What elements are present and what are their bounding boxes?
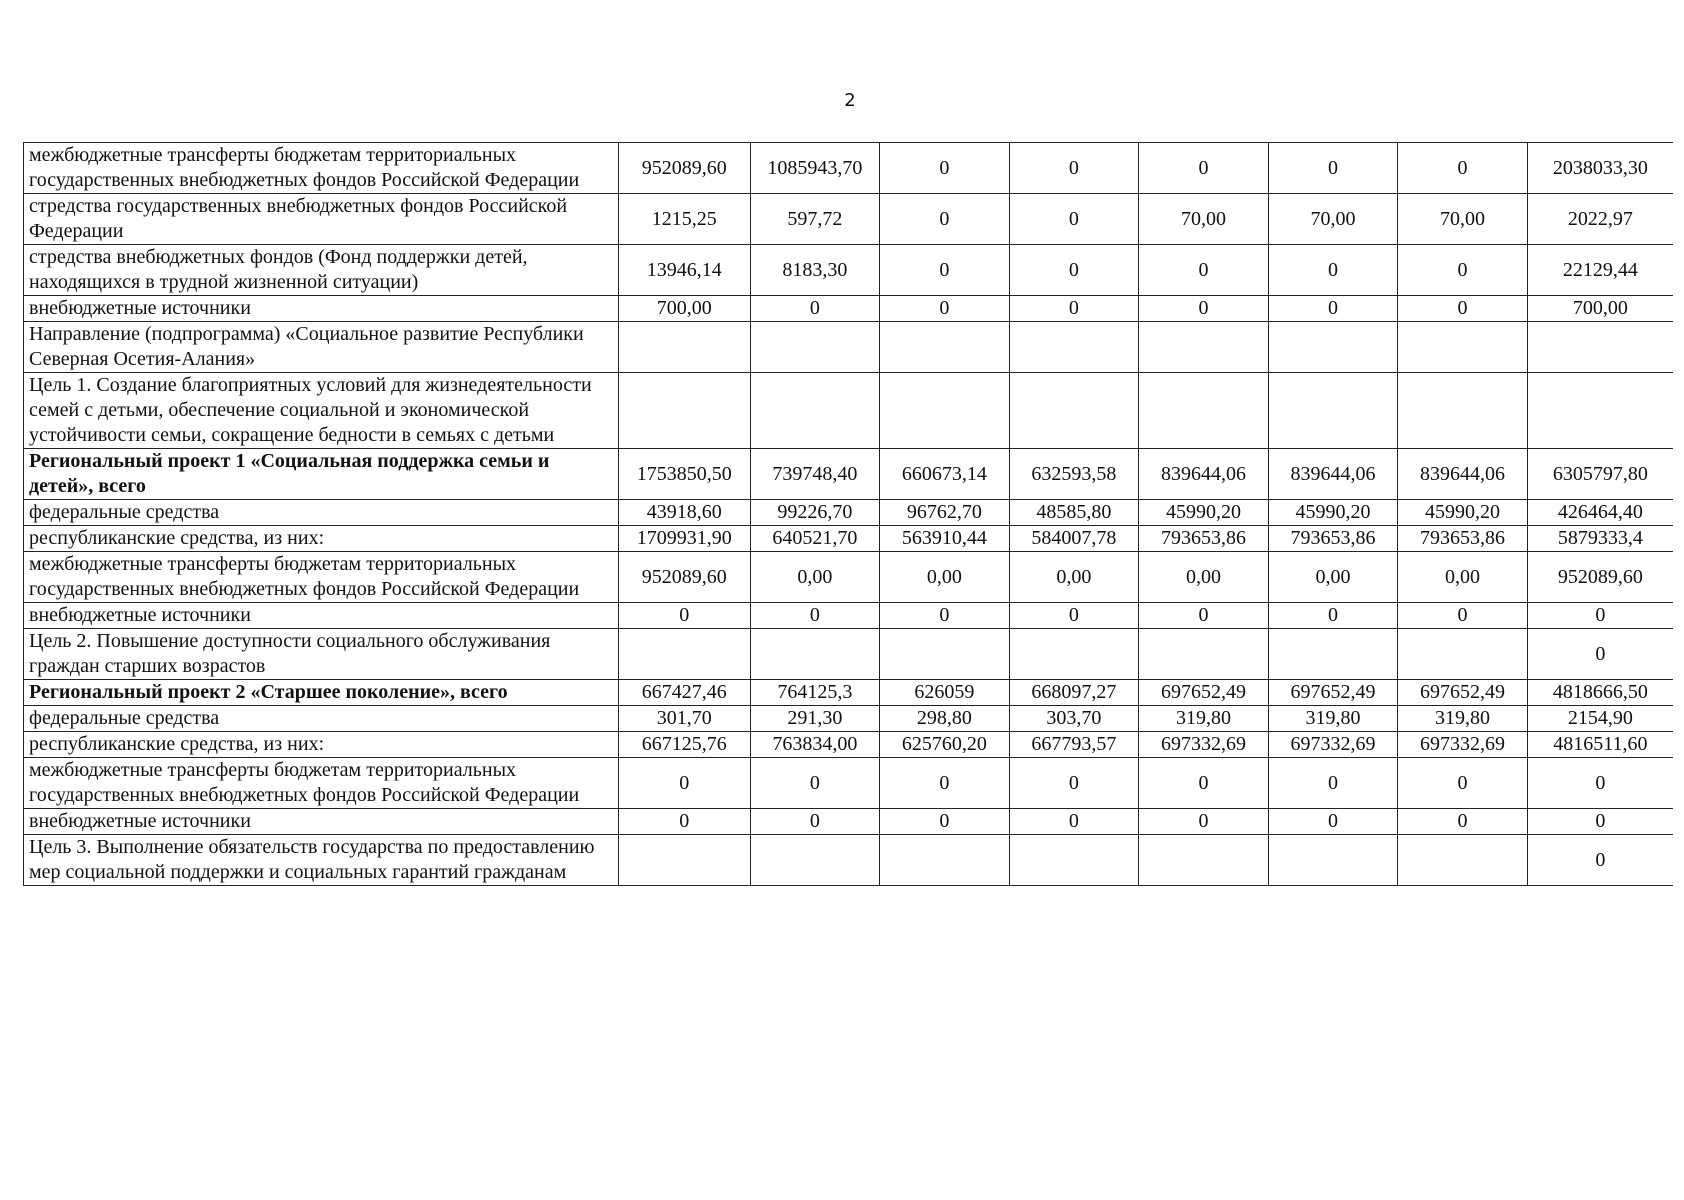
value-cell: 45990,20 xyxy=(1268,500,1398,526)
value-cell: 640521,70 xyxy=(750,526,880,552)
value-cell: 0 xyxy=(1527,809,1673,835)
value-cell xyxy=(619,835,751,886)
value-cell: 99226,70 xyxy=(750,500,880,526)
value-cell xyxy=(750,373,880,449)
value-cell: 0 xyxy=(1009,245,1139,296)
value-cell: 739748,40 xyxy=(750,449,880,500)
value-cell: 0,00 xyxy=(1009,552,1139,603)
value-cell: 793653,86 xyxy=(1398,526,1528,552)
value-cell: 839644,06 xyxy=(1398,449,1528,500)
value-cell: 0 xyxy=(1009,194,1139,245)
table-row xyxy=(24,732,1674,758)
value-cell: 0 xyxy=(1398,296,1528,322)
value-cell: 0,00 xyxy=(1398,552,1528,603)
value-cell: 697332,69 xyxy=(1398,732,1528,758)
value-cell: 839644,06 xyxy=(1139,449,1269,500)
table-row xyxy=(24,449,1674,500)
value-cell: 70,00 xyxy=(1268,194,1398,245)
row-label: межбюджетные трансферты бюджетам территориальных государственных внебюджетных фондов Российской Федерации xyxy=(24,758,619,809)
row-label: республиканские средства, из них: xyxy=(24,732,619,758)
value-cell: 0 xyxy=(750,758,880,809)
table-row xyxy=(24,322,1674,373)
value-cell xyxy=(1398,835,1528,886)
value-cell: 0 xyxy=(1139,296,1269,322)
value-cell: 563910,44 xyxy=(880,526,1010,552)
table-row xyxy=(24,809,1674,835)
value-cell: 4818666,50 xyxy=(1527,680,1673,706)
value-cell xyxy=(1268,835,1398,886)
value-cell: 697332,69 xyxy=(1268,732,1398,758)
table-row xyxy=(24,835,1674,886)
budget-table-body xyxy=(24,143,1674,886)
value-cell: 2038033,30 xyxy=(1527,143,1673,194)
value-cell: 303,70 xyxy=(1009,706,1139,732)
value-cell xyxy=(750,629,880,680)
value-cell: 426464,40 xyxy=(1527,500,1673,526)
row-label: межбюджетные трансферты бюджетам территориальных государственных внебюджетных фондов Российской Федерации xyxy=(24,552,619,603)
value-cell: 667125,76 xyxy=(619,732,751,758)
table-row xyxy=(24,296,1674,322)
table-row xyxy=(24,143,1674,194)
value-cell: 0 xyxy=(880,603,1010,629)
value-cell xyxy=(1268,629,1398,680)
value-cell: 70,00 xyxy=(1139,194,1269,245)
value-cell: 0 xyxy=(619,603,751,629)
value-cell xyxy=(1398,322,1528,373)
value-cell: 2022,97 xyxy=(1527,194,1673,245)
value-cell: 1215,25 xyxy=(619,194,751,245)
value-cell: 0,00 xyxy=(1268,552,1398,603)
value-cell: 697652,49 xyxy=(1398,680,1528,706)
value-cell: 13946,14 xyxy=(619,245,751,296)
value-cell: 0 xyxy=(1139,143,1269,194)
row-label: внебюджетные источники xyxy=(24,296,619,322)
row-label: Направление (подпрограмма) «Социальное развитие Республики Северная Осетия-Алания» xyxy=(24,322,619,373)
value-cell: 301,70 xyxy=(619,706,751,732)
value-cell: 319,80 xyxy=(1139,706,1269,732)
row-label: федеральные средства xyxy=(24,706,619,732)
value-cell xyxy=(619,629,751,680)
value-cell: 298,80 xyxy=(880,706,1010,732)
row-label: стредства государственных внебюджетных фондов Российской Федерации xyxy=(24,194,619,245)
value-cell: 0 xyxy=(880,194,1010,245)
value-cell: 0 xyxy=(880,758,1010,809)
value-cell: 0 xyxy=(1268,603,1398,629)
value-cell xyxy=(1139,373,1269,449)
value-cell xyxy=(1398,629,1528,680)
value-cell: 0 xyxy=(1398,758,1528,809)
value-cell xyxy=(619,373,751,449)
row-label: межбюджетные трансферты бюджетам территориальных государственных внебюджетных фондов Российской Федерации xyxy=(24,143,619,194)
value-cell: 1085943,70 xyxy=(750,143,880,194)
value-cell: 0 xyxy=(1527,835,1673,886)
value-cell: 625760,20 xyxy=(880,732,1010,758)
value-cell: 0 xyxy=(750,603,880,629)
row-label: Цель 1. Создание благоприятных условий для жизнедеятельности семей с детьми, обеспечение социальной и экономической устойчивости семьи, сокращение бедности в семьях с детьми xyxy=(24,373,619,449)
value-cell: 0 xyxy=(880,809,1010,835)
value-cell: 0 xyxy=(619,809,751,835)
value-cell: 0,00 xyxy=(880,552,1010,603)
value-cell: 43918,60 xyxy=(619,500,751,526)
value-cell: 0 xyxy=(1268,143,1398,194)
value-cell: 952089,60 xyxy=(619,143,751,194)
value-cell: 0 xyxy=(1398,245,1528,296)
table-row xyxy=(24,245,1674,296)
value-cell: 96762,70 xyxy=(880,500,1010,526)
row-label: внебюджетные источники xyxy=(24,603,619,629)
value-cell: 0 xyxy=(880,143,1010,194)
table-row xyxy=(24,552,1674,603)
table-row xyxy=(24,629,1674,680)
value-cell xyxy=(619,322,751,373)
value-cell: 0 xyxy=(1268,758,1398,809)
table-row xyxy=(24,758,1674,809)
value-cell: 22129,44 xyxy=(1527,245,1673,296)
value-cell: 70,00 xyxy=(1398,194,1528,245)
value-cell: 319,80 xyxy=(1398,706,1528,732)
value-cell: 0,00 xyxy=(750,552,880,603)
value-cell: 626059 xyxy=(880,680,1010,706)
value-cell: 697652,49 xyxy=(1268,680,1398,706)
row-label: республиканские средства, из них: xyxy=(24,526,619,552)
value-cell: 632593,58 xyxy=(1009,449,1139,500)
value-cell: 0 xyxy=(1398,143,1528,194)
value-cell: 597,72 xyxy=(750,194,880,245)
row-label: Цель 3. Выполнение обязательств государства по предоставлению мер социальной поддержки и социальных гарантий гражданам xyxy=(24,835,619,886)
value-cell: 291,30 xyxy=(750,706,880,732)
value-cell xyxy=(1009,835,1139,886)
value-cell xyxy=(880,373,1010,449)
page-number: 2 xyxy=(844,90,856,111)
value-cell: 697332,69 xyxy=(1139,732,1269,758)
value-cell xyxy=(1268,322,1398,373)
row-label: Региональный проект 1 «Социальная поддержка семьи и детей», всего xyxy=(24,449,619,500)
value-cell: 0 xyxy=(880,296,1010,322)
value-cell: 45990,20 xyxy=(1398,500,1528,526)
value-cell: 700,00 xyxy=(619,296,751,322)
value-cell: 660673,14 xyxy=(880,449,1010,500)
value-cell: 0 xyxy=(1009,296,1139,322)
value-cell: 793653,86 xyxy=(1139,526,1269,552)
budget-table xyxy=(23,142,1673,886)
value-cell: 0 xyxy=(1527,758,1673,809)
value-cell: 764125,3 xyxy=(750,680,880,706)
table-row xyxy=(24,680,1674,706)
value-cell: 4816511,60 xyxy=(1527,732,1673,758)
row-label: Региональный проект 2 «Старшее поколение», всего xyxy=(24,680,619,706)
value-cell: 0 xyxy=(1009,758,1139,809)
value-cell: 0 xyxy=(1398,809,1528,835)
value-cell: 0 xyxy=(880,245,1010,296)
value-cell xyxy=(1009,629,1139,680)
value-cell xyxy=(1139,835,1269,886)
value-cell: 1709931,90 xyxy=(619,526,751,552)
value-cell xyxy=(1527,373,1673,449)
value-cell xyxy=(880,629,1010,680)
value-cell: 319,80 xyxy=(1268,706,1398,732)
value-cell xyxy=(750,835,880,886)
value-cell: 0 xyxy=(1268,809,1398,835)
value-cell: 0 xyxy=(1527,629,1673,680)
value-cell: 952089,60 xyxy=(1527,552,1673,603)
value-cell: 1753850,50 xyxy=(619,449,751,500)
value-cell: 0 xyxy=(1527,603,1673,629)
value-cell: 0 xyxy=(750,809,880,835)
value-cell: 2154,90 xyxy=(1527,706,1673,732)
value-cell xyxy=(1139,322,1269,373)
value-cell: 0,00 xyxy=(1139,552,1269,603)
value-cell: 0 xyxy=(1009,603,1139,629)
value-cell: 0 xyxy=(750,296,880,322)
value-cell: 952089,60 xyxy=(619,552,751,603)
value-cell: 0 xyxy=(619,758,751,809)
value-cell xyxy=(880,835,1010,886)
value-cell: 697652,49 xyxy=(1139,680,1269,706)
value-cell: 668097,27 xyxy=(1009,680,1139,706)
table-row xyxy=(24,526,1674,552)
value-cell: 0 xyxy=(1139,603,1269,629)
value-cell: 0 xyxy=(1009,143,1139,194)
value-cell: 584007,78 xyxy=(1009,526,1139,552)
value-cell: 793653,86 xyxy=(1268,526,1398,552)
row-label: федеральные средства xyxy=(24,500,619,526)
value-cell: 0 xyxy=(1009,809,1139,835)
value-cell: 0 xyxy=(1139,809,1269,835)
value-cell xyxy=(1398,373,1528,449)
value-cell: 667427,46 xyxy=(619,680,751,706)
value-cell xyxy=(1527,322,1673,373)
value-cell xyxy=(750,322,880,373)
value-cell: 5879333,4 xyxy=(1527,526,1673,552)
value-cell: 700,00 xyxy=(1527,296,1673,322)
value-cell: 0 xyxy=(1398,603,1528,629)
value-cell: 763834,00 xyxy=(750,732,880,758)
table-row xyxy=(24,603,1674,629)
value-cell: 0 xyxy=(1139,245,1269,296)
value-cell: 0 xyxy=(1268,245,1398,296)
value-cell: 667793,57 xyxy=(1009,732,1139,758)
value-cell: 45990,20 xyxy=(1139,500,1269,526)
value-cell: 0 xyxy=(1268,296,1398,322)
row-label: стредства внебюджетных фондов (Фонд поддержки детей, находящихся в трудной жизненной ситуации) xyxy=(24,245,619,296)
table-row xyxy=(24,373,1674,449)
table-row xyxy=(24,706,1674,732)
row-label: внебюджетные источники xyxy=(24,809,619,835)
value-cell xyxy=(1139,629,1269,680)
value-cell xyxy=(880,322,1010,373)
value-cell xyxy=(1009,322,1139,373)
row-label: Цель 2. Повышение доступности социального обслуживания граждан старших возрастов xyxy=(24,629,619,680)
value-cell: 48585,80 xyxy=(1009,500,1139,526)
value-cell: 8183,30 xyxy=(750,245,880,296)
table-row xyxy=(24,500,1674,526)
value-cell: 6305797,80 xyxy=(1527,449,1673,500)
value-cell xyxy=(1268,373,1398,449)
table-row xyxy=(24,194,1674,245)
value-cell: 0 xyxy=(1139,758,1269,809)
value-cell: 839644,06 xyxy=(1268,449,1398,500)
value-cell xyxy=(1009,373,1139,449)
